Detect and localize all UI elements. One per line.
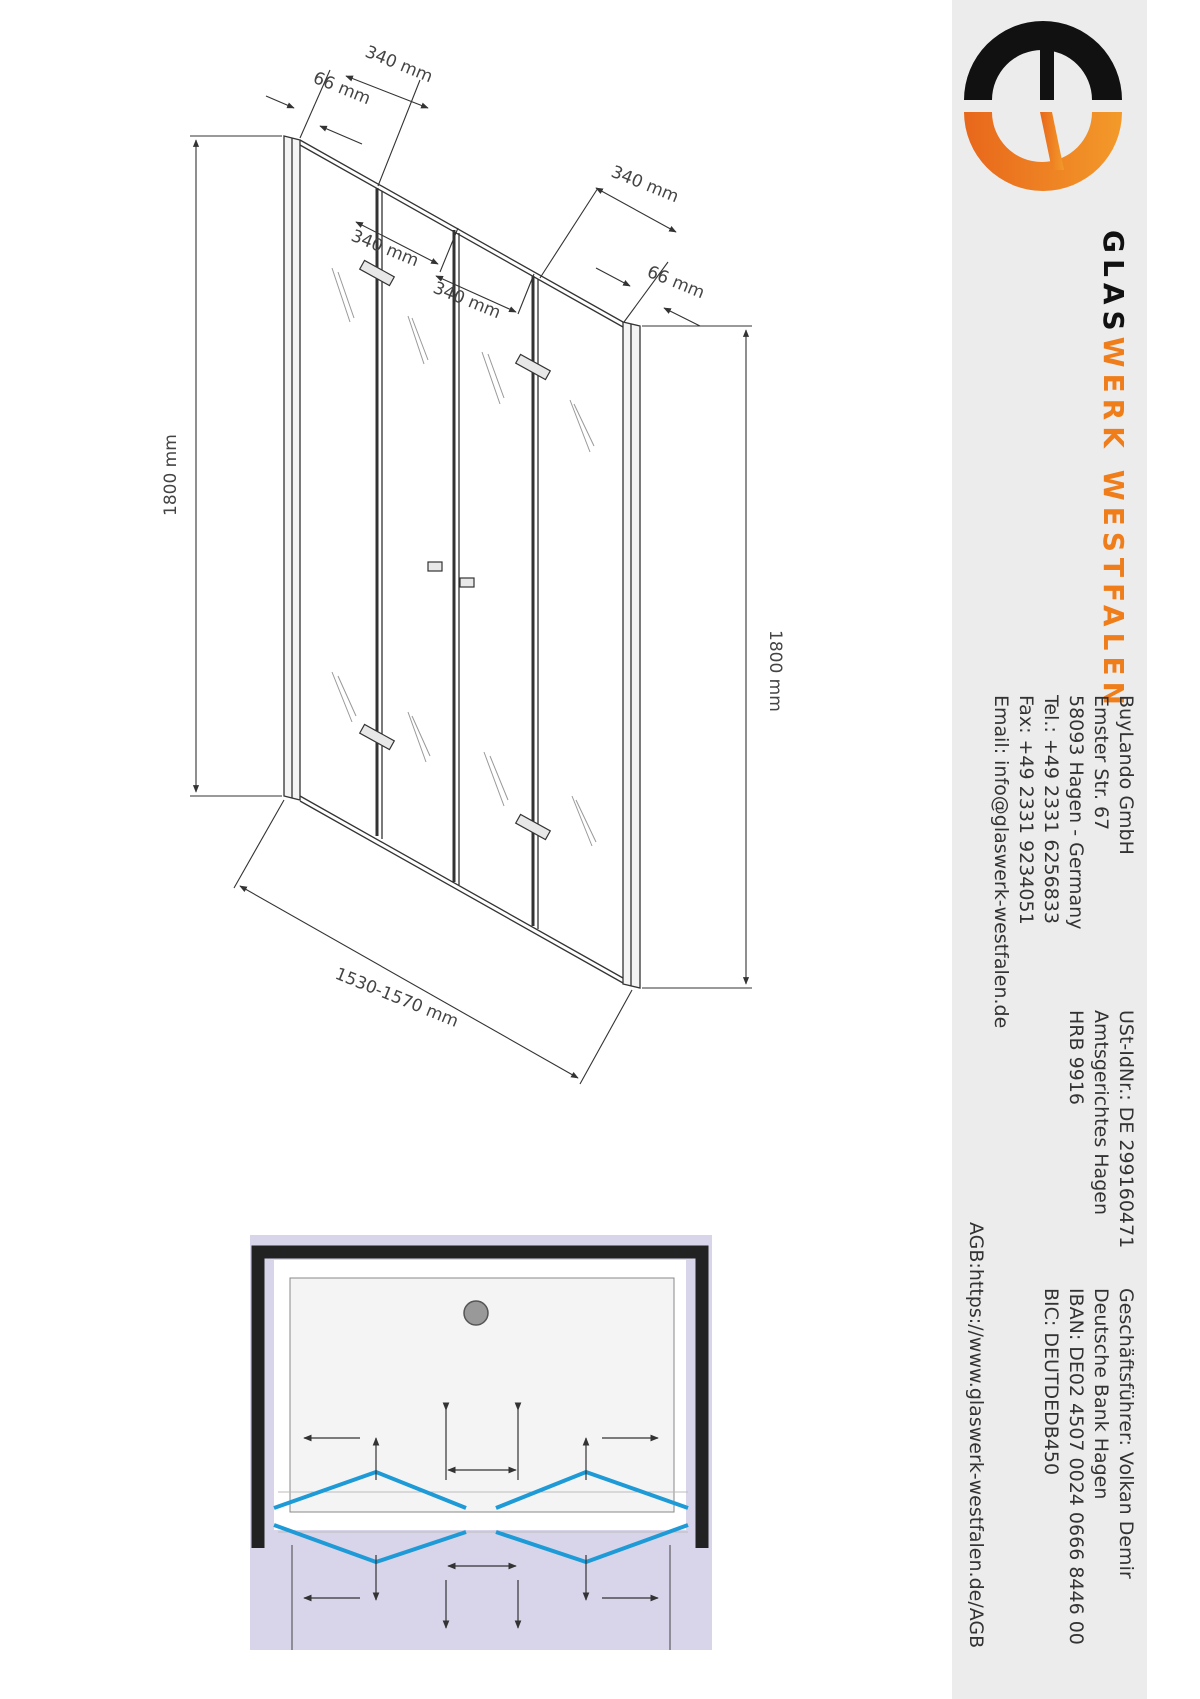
glaswerk-logo-icon xyxy=(952,0,1142,200)
bic: BIC: DEUTDEDB450 xyxy=(1040,1288,1062,1476)
company-phone: Tel.: +49 2331 6256833 xyxy=(1040,695,1062,924)
company-address-block xyxy=(988,695,1138,1028)
brand-name-part1: GLAS xyxy=(1097,230,1130,337)
dim-top-left-offset: 66 mm xyxy=(310,68,374,110)
dimension-lines xyxy=(190,70,752,1084)
company-name: BuyLando GmbH xyxy=(1115,695,1137,855)
dim-right-height: 1800 mm xyxy=(765,630,785,712)
bank-name: Deutsche Bank Hagen xyxy=(1090,1288,1112,1500)
dim-inner-left-width: 340 mm xyxy=(348,226,422,272)
hrb-number: HRB 9916 xyxy=(1065,1010,1087,1105)
door-knob-right xyxy=(460,578,474,587)
door-knob-left xyxy=(428,562,442,571)
brand-name-part2: WERK WESTFALEN xyxy=(1097,336,1130,711)
company-registry-block xyxy=(1063,1010,1138,1248)
dim-top-left-width: 340 mm xyxy=(362,42,436,88)
dim-top-right-width: 340 mm xyxy=(608,162,682,208)
agb-link[interactable] xyxy=(963,1222,988,1648)
floor-plan xyxy=(250,1235,712,1650)
company-fax: Fax: +49 2331 9234051 xyxy=(1015,695,1037,925)
company-city: 58093 Hagen - Germany xyxy=(1065,695,1087,930)
company-info-panel xyxy=(952,0,1147,1699)
company-bank-block xyxy=(1038,1288,1138,1645)
dim-inner-right-width: 340 mm xyxy=(430,278,504,324)
court: Amtsgerichtes Hagen xyxy=(1090,1010,1112,1215)
company-street: Emster Str. 67 xyxy=(1090,695,1112,831)
managing-director: Geschäftsführer: Volkan Demir xyxy=(1115,1288,1137,1579)
iban: IBAN: DE02 4507 0024 0666 8446 00 xyxy=(1065,1288,1087,1645)
bottom-rail xyxy=(300,796,623,978)
drain xyxy=(464,1301,488,1325)
door-frame xyxy=(284,136,640,988)
agb-url[interactable]: AGB:https://www.glaswerk-westfalen.de/AGB xyxy=(965,1222,987,1649)
dim-left-height: 1800 mm xyxy=(161,434,181,516)
dim-top-right-offset: 66 mm xyxy=(644,262,708,304)
glass-reflections xyxy=(332,268,596,846)
company-email: Email: info@glaswerk-westfalen.de xyxy=(990,695,1012,1029)
vat-id: USt-IdNr.: DE 299160471 xyxy=(1115,1010,1137,1249)
brand-name xyxy=(1097,230,1130,711)
dim-total-width: 1530-1570 mm xyxy=(332,964,462,1032)
